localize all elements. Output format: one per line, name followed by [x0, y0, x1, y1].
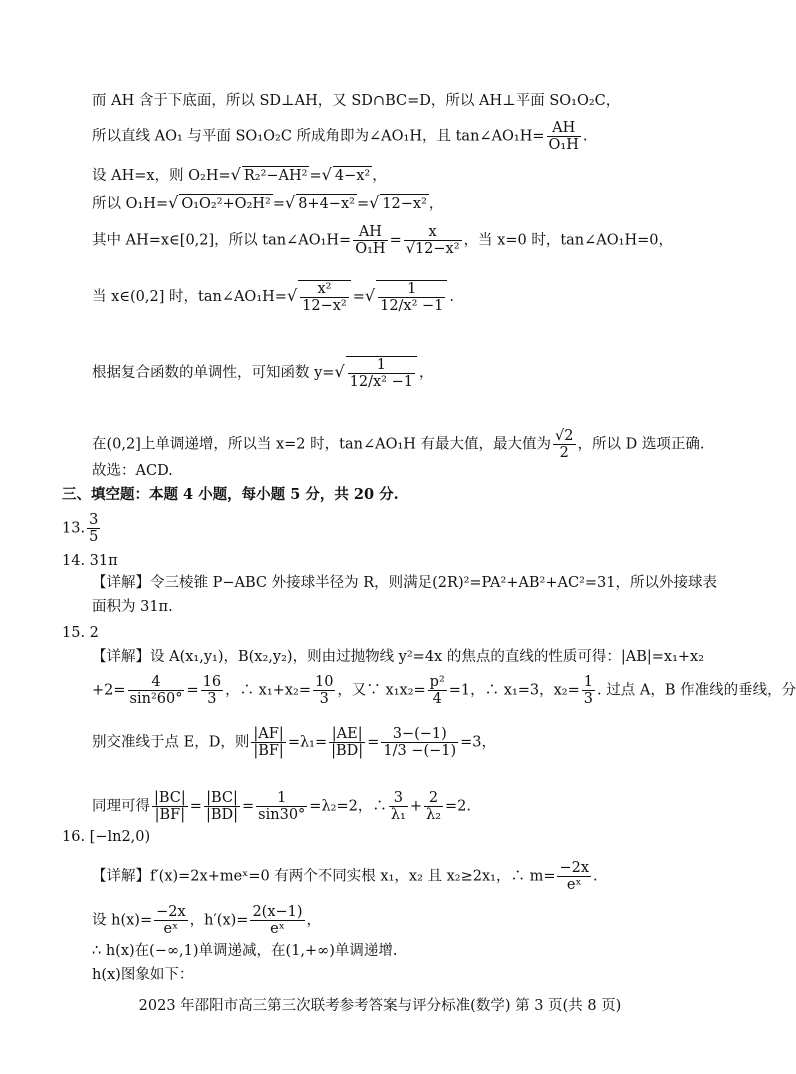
radicand: 12−x² [382, 196, 427, 212]
text-line [92, 356, 433, 390]
text: =2. [445, 798, 471, 815]
text: 根据复合函数的单调性，可知函数 y= [92, 365, 335, 381]
fraction [313, 674, 335, 707]
text-line [92, 166, 387, 185]
text: ，∴ x₁+x₂= [225, 682, 311, 699]
numerator: −2x [156, 904, 186, 920]
answer-14 [62, 552, 118, 570]
text: ，h′(x)= [189, 912, 249, 929]
denominator: 3 [583, 691, 594, 707]
denominator: eˣ [566, 877, 582, 893]
fraction [256, 790, 307, 823]
fraction [404, 224, 462, 257]
text: = [352, 289, 365, 305]
radical-sign: √ [286, 286, 298, 305]
fraction [428, 674, 447, 707]
radical-sign: √ [321, 165, 332, 184]
text: . [593, 868, 598, 885]
fraction [353, 224, 387, 257]
text: 而 AH 含于下底面，所以 SD⊥AH，又 SD∩BC=D，所以 AH⊥平面 SO₁O₂C， [92, 93, 621, 109]
text: = [367, 734, 380, 751]
denominator: 5 [89, 529, 99, 545]
text: ∴ h(x)在(−∞,1)单调递减，在(1,+∞)单调递增. [92, 943, 398, 959]
text: 【详解】令三棱锥 P−ABC 外接球半径为 R，则满足(2R)²=PA²+AB²+AC²=31，所以外接球表 [92, 575, 717, 591]
text-line [92, 224, 673, 257]
numerator: 3−(−1) [381, 726, 458, 743]
denominator: √12−x² [405, 241, 460, 257]
text: =3， [460, 734, 497, 751]
text-line [92, 194, 443, 213]
fraction [424, 790, 443, 823]
numerator: 1 [378, 281, 445, 298]
numerator: 10 [314, 674, 334, 690]
numerator: 3 [89, 512, 99, 528]
text: =1，∴ x₁=3，x₂= [448, 682, 580, 699]
text-line [92, 120, 588, 153]
text: ，又∵ x₁x₂= [337, 682, 426, 699]
text: 【详解】f′(x)=2x+meˣ=0 有两个不同实根 x₁，x₂ 且 x₂≥2x₁，∴ m= [92, 868, 556, 885]
text: 在(0,2]上单调递增，所以当 x=2 时，tan∠AO₁H 有最大值，最大值为 [92, 436, 552, 453]
fraction [154, 904, 188, 937]
text: 设 AH=x，则 O₂H= [92, 168, 231, 184]
numerator: 4 [128, 674, 185, 691]
text: 三、填空题：本题 4 小题，每小题 5 分，共 20 分. [62, 486, 399, 503]
text-line [92, 428, 704, 461]
denominator: 12/x² −1 [380, 298, 444, 314]
numerator: |AF| [251, 726, 286, 743]
radical-sign: √ [285, 193, 296, 212]
text: 14. 31π [62, 553, 118, 569]
denominator: |BF| [253, 743, 284, 759]
radical-sign: √ [364, 286, 376, 305]
numerator: 1 [256, 790, 307, 807]
text: . 过点 A，B 作准线的垂线，分 [597, 682, 796, 699]
numerator: 2(x−1) [252, 904, 303, 920]
denominator: 12/x² −1 [349, 374, 413, 390]
fraction [128, 674, 185, 707]
numerator: AH [353, 224, 387, 241]
fraction [389, 790, 408, 823]
fraction [376, 280, 447, 314]
text: = [186, 682, 199, 699]
numerator: |AE| [329, 726, 365, 743]
denominator: 3 [319, 691, 329, 707]
denominator: |BD| [331, 743, 364, 759]
text: +2= [92, 682, 126, 699]
text: ，当 x=0 时，tan∠AO₁H=0， [463, 232, 673, 249]
radical-sign: √ [334, 362, 345, 381]
denominator: λ₂ [426, 807, 442, 823]
text: = [242, 798, 255, 815]
text: = [272, 196, 285, 212]
text-line [92, 648, 704, 666]
denominator: |BF| [154, 807, 186, 823]
text: . [582, 128, 588, 145]
text: 面积为 31π. [92, 599, 173, 615]
text-line [92, 966, 193, 984]
radical-sign: √ [230, 165, 241, 184]
text: 别交准线于点 E，D，则 [92, 734, 250, 751]
denominator: O₁H [355, 241, 386, 257]
numerator: √2 [555, 428, 574, 444]
text-line [92, 574, 717, 592]
numerator: AH [547, 120, 581, 137]
text: = [389, 232, 402, 249]
fraction [298, 280, 351, 314]
text: ，所以 D 选项正确. [577, 436, 705, 453]
text-line [92, 726, 496, 759]
question-number: 13. [62, 520, 86, 537]
numerator: 1 [583, 674, 594, 690]
numerator: x² [300, 281, 349, 298]
denominator: λ₁ [390, 807, 406, 823]
text: ， [306, 912, 322, 929]
page-footer: 2023 年邵阳市高三第三次联考参考答案与评分标准(数学) 第 3 页(共 8 页) [138, 998, 622, 1014]
text-line [92, 790, 471, 823]
denominator: eˣ [163, 921, 179, 937]
text: = [189, 798, 202, 815]
text: 所以 O₁H= [92, 196, 169, 212]
fraction [204, 790, 240, 823]
fraction [553, 428, 575, 461]
fraction [87, 512, 100, 545]
denominator: O₁H [548, 137, 579, 153]
section-heading [62, 486, 399, 504]
fraction [152, 790, 188, 823]
numerator: 16 [202, 674, 222, 690]
denominator: 3 [207, 691, 217, 707]
fraction [582, 674, 595, 707]
text: = [309, 168, 322, 184]
answer-13 [62, 512, 102, 545]
text-line [92, 674, 796, 707]
fraction [547, 120, 581, 153]
numerator: −2x [559, 860, 590, 876]
radicand: O₁O₂²+O₂H² [181, 196, 271, 212]
radical-sign: √ [369, 193, 380, 212]
numerator: 1 [348, 357, 415, 374]
text: 其中 AH=x∈[0,2]，所以 tan∠AO₁H= [92, 232, 352, 249]
text: h(x)图象如下： [92, 967, 194, 983]
text: 16. [−ln2,0) [62, 829, 151, 845]
text: ， [372, 168, 387, 184]
denominator: 2 [559, 445, 569, 461]
fraction [381, 726, 458, 759]
radicand: 4−x² [334, 168, 371, 184]
text: 当 x∈(0,2] 时，tan∠AO₁H= [92, 289, 287, 305]
text-line [92, 942, 398, 960]
text: 15. 2 [62, 625, 99, 641]
denominator: sin²60° [129, 691, 183, 707]
numerator: |BC| [154, 790, 186, 806]
text: =λ₂=2，∴ [309, 798, 387, 815]
text: 同理可得 [92, 798, 150, 815]
text: 【详解】设 A(x₁,y₁)，B(x₂,y₂)，则由过抛物线 y²=4x 的焦点的直线的性质可得：|AB|=x₁+x₂ [92, 649, 705, 665]
denominator: sin30° [258, 807, 306, 823]
text: 设 h(x)= [92, 912, 153, 929]
answer-15 [62, 624, 99, 642]
numerator: 3 [389, 790, 408, 807]
text: =λ₁= [287, 734, 328, 751]
text-line [92, 462, 173, 480]
fraction [346, 356, 417, 390]
denominator: 12−x² [302, 298, 347, 314]
numerator: |BC| [204, 790, 240, 807]
numerator: x [404, 224, 462, 241]
denominator: eˣ [270, 921, 285, 937]
text: 故选：ACD. [92, 463, 173, 479]
fraction [557, 860, 591, 893]
text-line [92, 598, 173, 616]
denominator: |BD| [205, 807, 239, 823]
numerator: p² [429, 674, 445, 690]
text: 所以直线 AO₁ 与平面 SO₁O₂C 所成角即为∠AO₁H，且 tan∠AO₁H= [92, 128, 545, 145]
numerator: 2 [424, 790, 443, 807]
denominator: 4 [432, 691, 442, 707]
text: ， [418, 365, 434, 381]
text-line [92, 280, 454, 314]
text: . [449, 289, 455, 305]
radicand: 8+4−x² [298, 196, 355, 212]
text-line [92, 904, 321, 937]
answer-16 [62, 828, 150, 846]
text: = [356, 196, 370, 212]
fraction [251, 726, 286, 759]
radical-sign: √ [168, 193, 179, 212]
fraction [201, 674, 223, 707]
text-line [92, 860, 598, 893]
text: ， [428, 196, 444, 212]
text: + [409, 798, 422, 815]
text-line [92, 92, 620, 110]
radicand: R₂²−AH² [243, 168, 308, 184]
fraction [329, 726, 365, 759]
denominator: 1/3 −(−1) [383, 743, 457, 759]
fraction [250, 904, 304, 937]
